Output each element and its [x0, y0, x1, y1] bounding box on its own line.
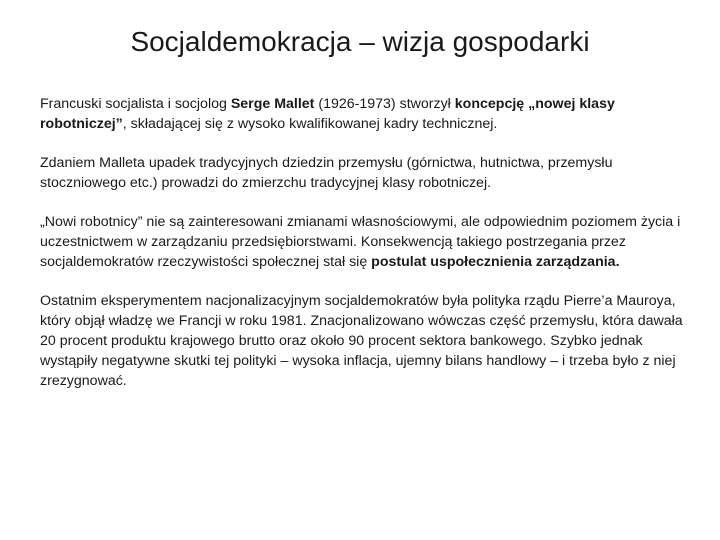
- slide-body: [40, 94, 690, 410]
- bold-postulate: postulat uspołecznienia zarządzania.: [371, 254, 620, 270]
- bold-name-serge-mallet: Serge Mallet: [230, 96, 315, 112]
- text: Ostatnim eksperymentem nacjonalizacyjnym socjaldemokratów była polityka rządu Pierre’a Mauroya, który objął władzę we Francji w roku 1981. Znacjonalizowano wówczas część przemysłu, która dawała 20 procent produktu krajowego brutto oraz około 90 procent sektora bankowego. Szybko jednak wystąpiły negatywne skutki tej polityki – wysoka inflacja, ujemny bilans handlowy – i trzeba było z niej zrezygnować.: [40, 293, 683, 389]
- text: , składającej się z wysoko kwalifikowanej kadry technicznej.: [122, 116, 498, 132]
- paragraph-mallet-concept: [40, 94, 690, 134]
- bold-concept-new-working-class: koncepcję „nowej klasy robotniczej”: [40, 96, 615, 132]
- text: „Nowi robotnicy” nie są zainteresowani zmianami własnościowymi, ale odpowiednim poziomem życia i uczestnictwem w zarządzaniu przedsiębiorstwami. Konsekwencją takiego postrzegania przez socjaldemokratów rzeczywistości społecznej stał się: [40, 214, 681, 270]
- paragraph-new-workers: [40, 212, 690, 272]
- slide-title: Socjaldemokracja – wizja gospodarki: [130, 26, 590, 57]
- text: Francuski socjalista i socjolog: [40, 96, 231, 112]
- text: (1926-1973) stworzył: [314, 96, 455, 112]
- paragraph-mauroy-nationalization: [40, 291, 690, 391]
- text: Zdaniem Malleta upadek tradycyjnych dziedzin przemysłu (górnictwa, hutnictwa, przemysłu stoczniowego etc.) prowadzi do zmierzchu tradycyjnej klasy robotniczej.: [40, 155, 613, 191]
- paragraph-decline-of-industry: [40, 153, 690, 193]
